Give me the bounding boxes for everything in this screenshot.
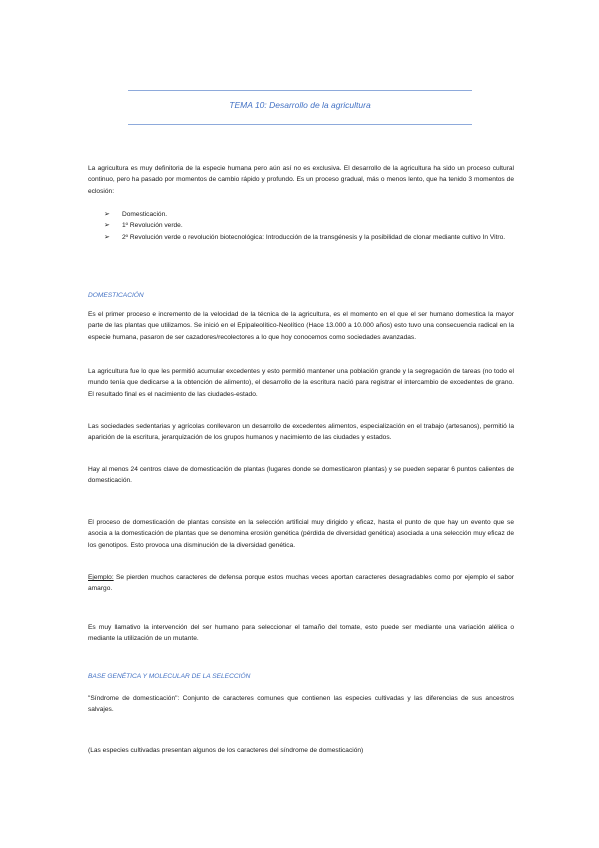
example-paragraph bbox=[88, 572, 514, 595]
title-bottom-rule bbox=[128, 124, 472, 125]
eclosion-list bbox=[104, 209, 514, 243]
section-heading-domesticacion: DOMESTICACIÓN bbox=[88, 292, 144, 299]
arrow-bullet-icon: ➢ bbox=[104, 233, 110, 241]
title-top-rule bbox=[128, 90, 472, 91]
domesticacion-paragraph-2: La agricultura fue lo que les permitió acumular excedentes y esto permitió mantener una población grande y la segregación de tareas (no todo el mundo tenía que dedicarse a la obtención de alimento), el desarrollo de la escritura nació para registrar el intercambio de excedentes de grano. El resultado final es el nacimiento de las ciudades-estado. bbox=[88, 368, 514, 398]
domesticacion-paragraph-4: Hay al menos 24 centros clave de domesticación de plantas (lugares donde se domesticaron plantas) y se pueden separar 6 puntos calientes de domesticación. bbox=[88, 466, 514, 485]
domesticacion-paragraph-5: El proceso de domesticación de plantas consiste en la selección artificial muy dirigido y eficaz, hasta el punto de que hay un evento que se asocia a la domesticación de plantas que se denomina erosión genética (pérdida de diversidad genética) asociada a una selección muy eficaz de los genotipos. Esto provoca una disminución de la diversidad genética. bbox=[88, 519, 514, 549]
list-item: ➢ 2º Revolución verde o revolución biotecnológica: Introducción de la transgénesis y la posibilidad de clonar mediante cultivo In Vitro. bbox=[104, 232, 514, 243]
arrow-bullet-icon: ➢ bbox=[104, 222, 110, 230]
domesticacion-paragraph-1: Es el primer proceso e incremento de la velocidad de la técnica de la agricultura, es el momento en el que el ser humano domestica la mayor parte de las plantas que utilizamos. Se inició en el Epipaleolítico-Neolítico (Hace 13.000 a 10.000 años) esto tuvo una consecuencia radical en la especie humana, pasaron de ser cazadores/recolectores a lo que hoy conocemos como sociedades avanzadas. bbox=[88, 311, 514, 341]
arrow-bullet-icon: ➢ bbox=[104, 211, 110, 218]
intro-paragraph: La agricultura es muy definitoria de la especie humana pero aún así no es exclusiva. El desarrollo de la agricultura ha sido un proceso cultural continuo, pero ha pasado por momentos de cambio rápido y profundo. Es un proceso gradual, más o menos lento, que ha tenido 3 momentos de eclosión: bbox=[88, 165, 514, 195]
domesticacion-paragraph-3: Las sociedades sedentarias y agrícolas conllevaron un desarrollo de excedentes alimentos, especialización en el trabajo (artesanos), permitió la aparición de la escritura, jerarquización de los grupos humanos y nacimiento de las ciudades y estados. bbox=[88, 423, 514, 442]
domesticacion-paragraph-6: Es muy llamativo la intervención del ser humano para seleccionar el tamaño del tomate, esto puede ser mediante una variación alélica o mediante la utilización de un mutante. bbox=[88, 624, 514, 643]
example-label: Ejemplo: bbox=[88, 574, 114, 581]
cultivadas-note: (Las especies cultivadas presentan algunos de los caracteres del síndrome de domesticación) bbox=[88, 747, 364, 754]
section-heading-base-genetica: BASE GENÉTICA Y MOLECULAR DE LA SELECCIÓN bbox=[88, 673, 251, 680]
page-title: TEMA 10: Desarrollo de la agricultura bbox=[229, 100, 371, 110]
list-item: ➢ 1º Revolución verde. bbox=[104, 220, 514, 231]
list-item: ➢ Domesticación. bbox=[104, 209, 514, 220]
example-text: Se pierden muchos caracteres de defensa porque estos muchas veces aportan caracteres desagradables como por ejemplo el sabor amargo. bbox=[88, 574, 514, 593]
sindrome-paragraph: "Síndrome de domesticación": Conjunto de caracteres comunes que contienen las especies cultivadas y las diferencias de sus ancestros salvajes. bbox=[88, 695, 514, 714]
